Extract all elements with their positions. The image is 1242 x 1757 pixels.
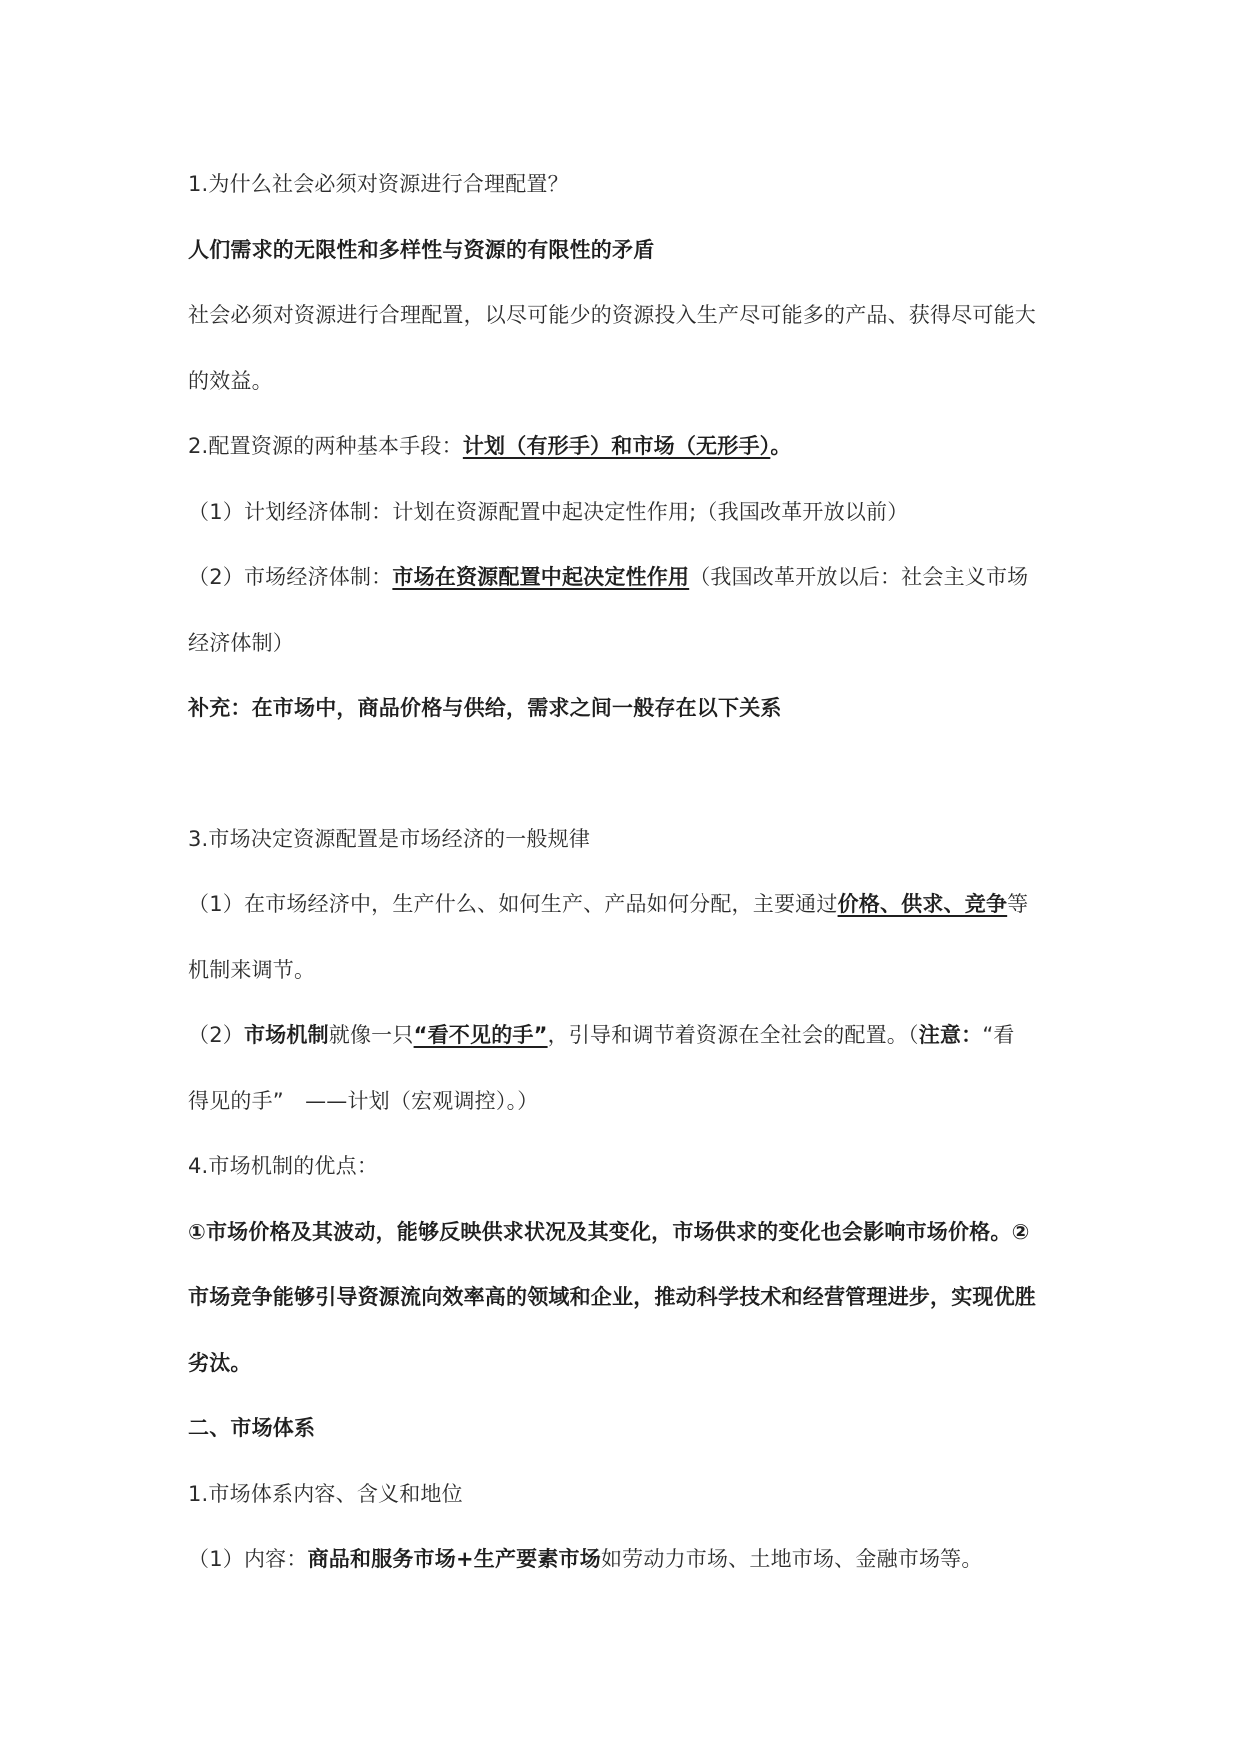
advantages-text: 劣汰。: [188, 1351, 252, 1375]
contradiction-statement: 人们需求的无限性和多样性与资源的有限性的矛盾: [188, 238, 655, 262]
list-item: （1）计划经济体制：计划在资源配置中起决定性作用;（我国改革开放以前）: [188, 500, 909, 524]
question-2-heading: 2.配置资源的两种基本手段：计划（有形手）和市场（无形手）。: [188, 434, 792, 458]
list-item: （2）市场经济体制：市场在资源配置中起决定性作用（我国改革开放以后：社会主义市场: [188, 565, 1029, 589]
advantages-text: ①市场价格及其波动，能够反映供求状况及其变化，市场供求的变化也会影响市场价格。②: [188, 1220, 1030, 1244]
key-point: 市场在资源配置中起决定性作用: [392, 565, 690, 589]
supplement-note: 补充：在市场中，商品价格与供给，需求之间一般存在以下关系: [188, 696, 782, 720]
advantages-text: 市场竞争能够引导资源流向效率高的领域和企业，推动科学技术和经营管理进步，实现优胜: [188, 1285, 1036, 1309]
list-item: （2）市场机制就像一只“看不见的手”，引导和调节着资源在全社会的配置。（注意：“看: [188, 1023, 1015, 1047]
question-3-heading: 3.市场决定资源配置是市场经济的一般规律: [188, 827, 591, 851]
subsection-heading: 1.市场体系内容、含义和地位: [188, 1482, 463, 1506]
key-point: 价格、供求、竞争: [837, 892, 1008, 916]
question-4-heading: 4.市场机制的优点：: [188, 1154, 379, 1178]
paragraph-text: 机制来调节。: [188, 958, 316, 982]
list-item: （1）在市场经济中，生产什么、如何生产、产品如何分配，主要通过价格、供求、竞争等: [188, 892, 1029, 916]
key-point: 商品和服务市场+生产要素市场: [307, 1547, 601, 1571]
key-term: 市场机制: [243, 1023, 329, 1047]
question-1-heading: 1.为什么社会必须对资源进行合理配置？: [188, 172, 569, 196]
note-label: 注意：: [918, 1023, 983, 1047]
section-heading: 二、市场体系: [188, 1416, 316, 1440]
list-item: （1）内容：商品和服务市场+生产要素市场如劳动力市场、土地市场、金融市场等。: [188, 1547, 983, 1571]
key-point: 计划（有形手）和市场（无形手）: [462, 434, 771, 458]
key-point: “看不见的手”: [413, 1023, 548, 1047]
paragraph-text: 得见的手” ——计划（宏观调控）。）: [188, 1089, 539, 1113]
paragraph-text: 的效益。: [188, 369, 273, 393]
paragraph-text: 社会必须对资源进行合理配置，以尽可能少的资源投入生产尽可能多的产品、获得尽可能大: [188, 303, 1036, 327]
paragraph-text: 经济体制）: [188, 631, 294, 655]
